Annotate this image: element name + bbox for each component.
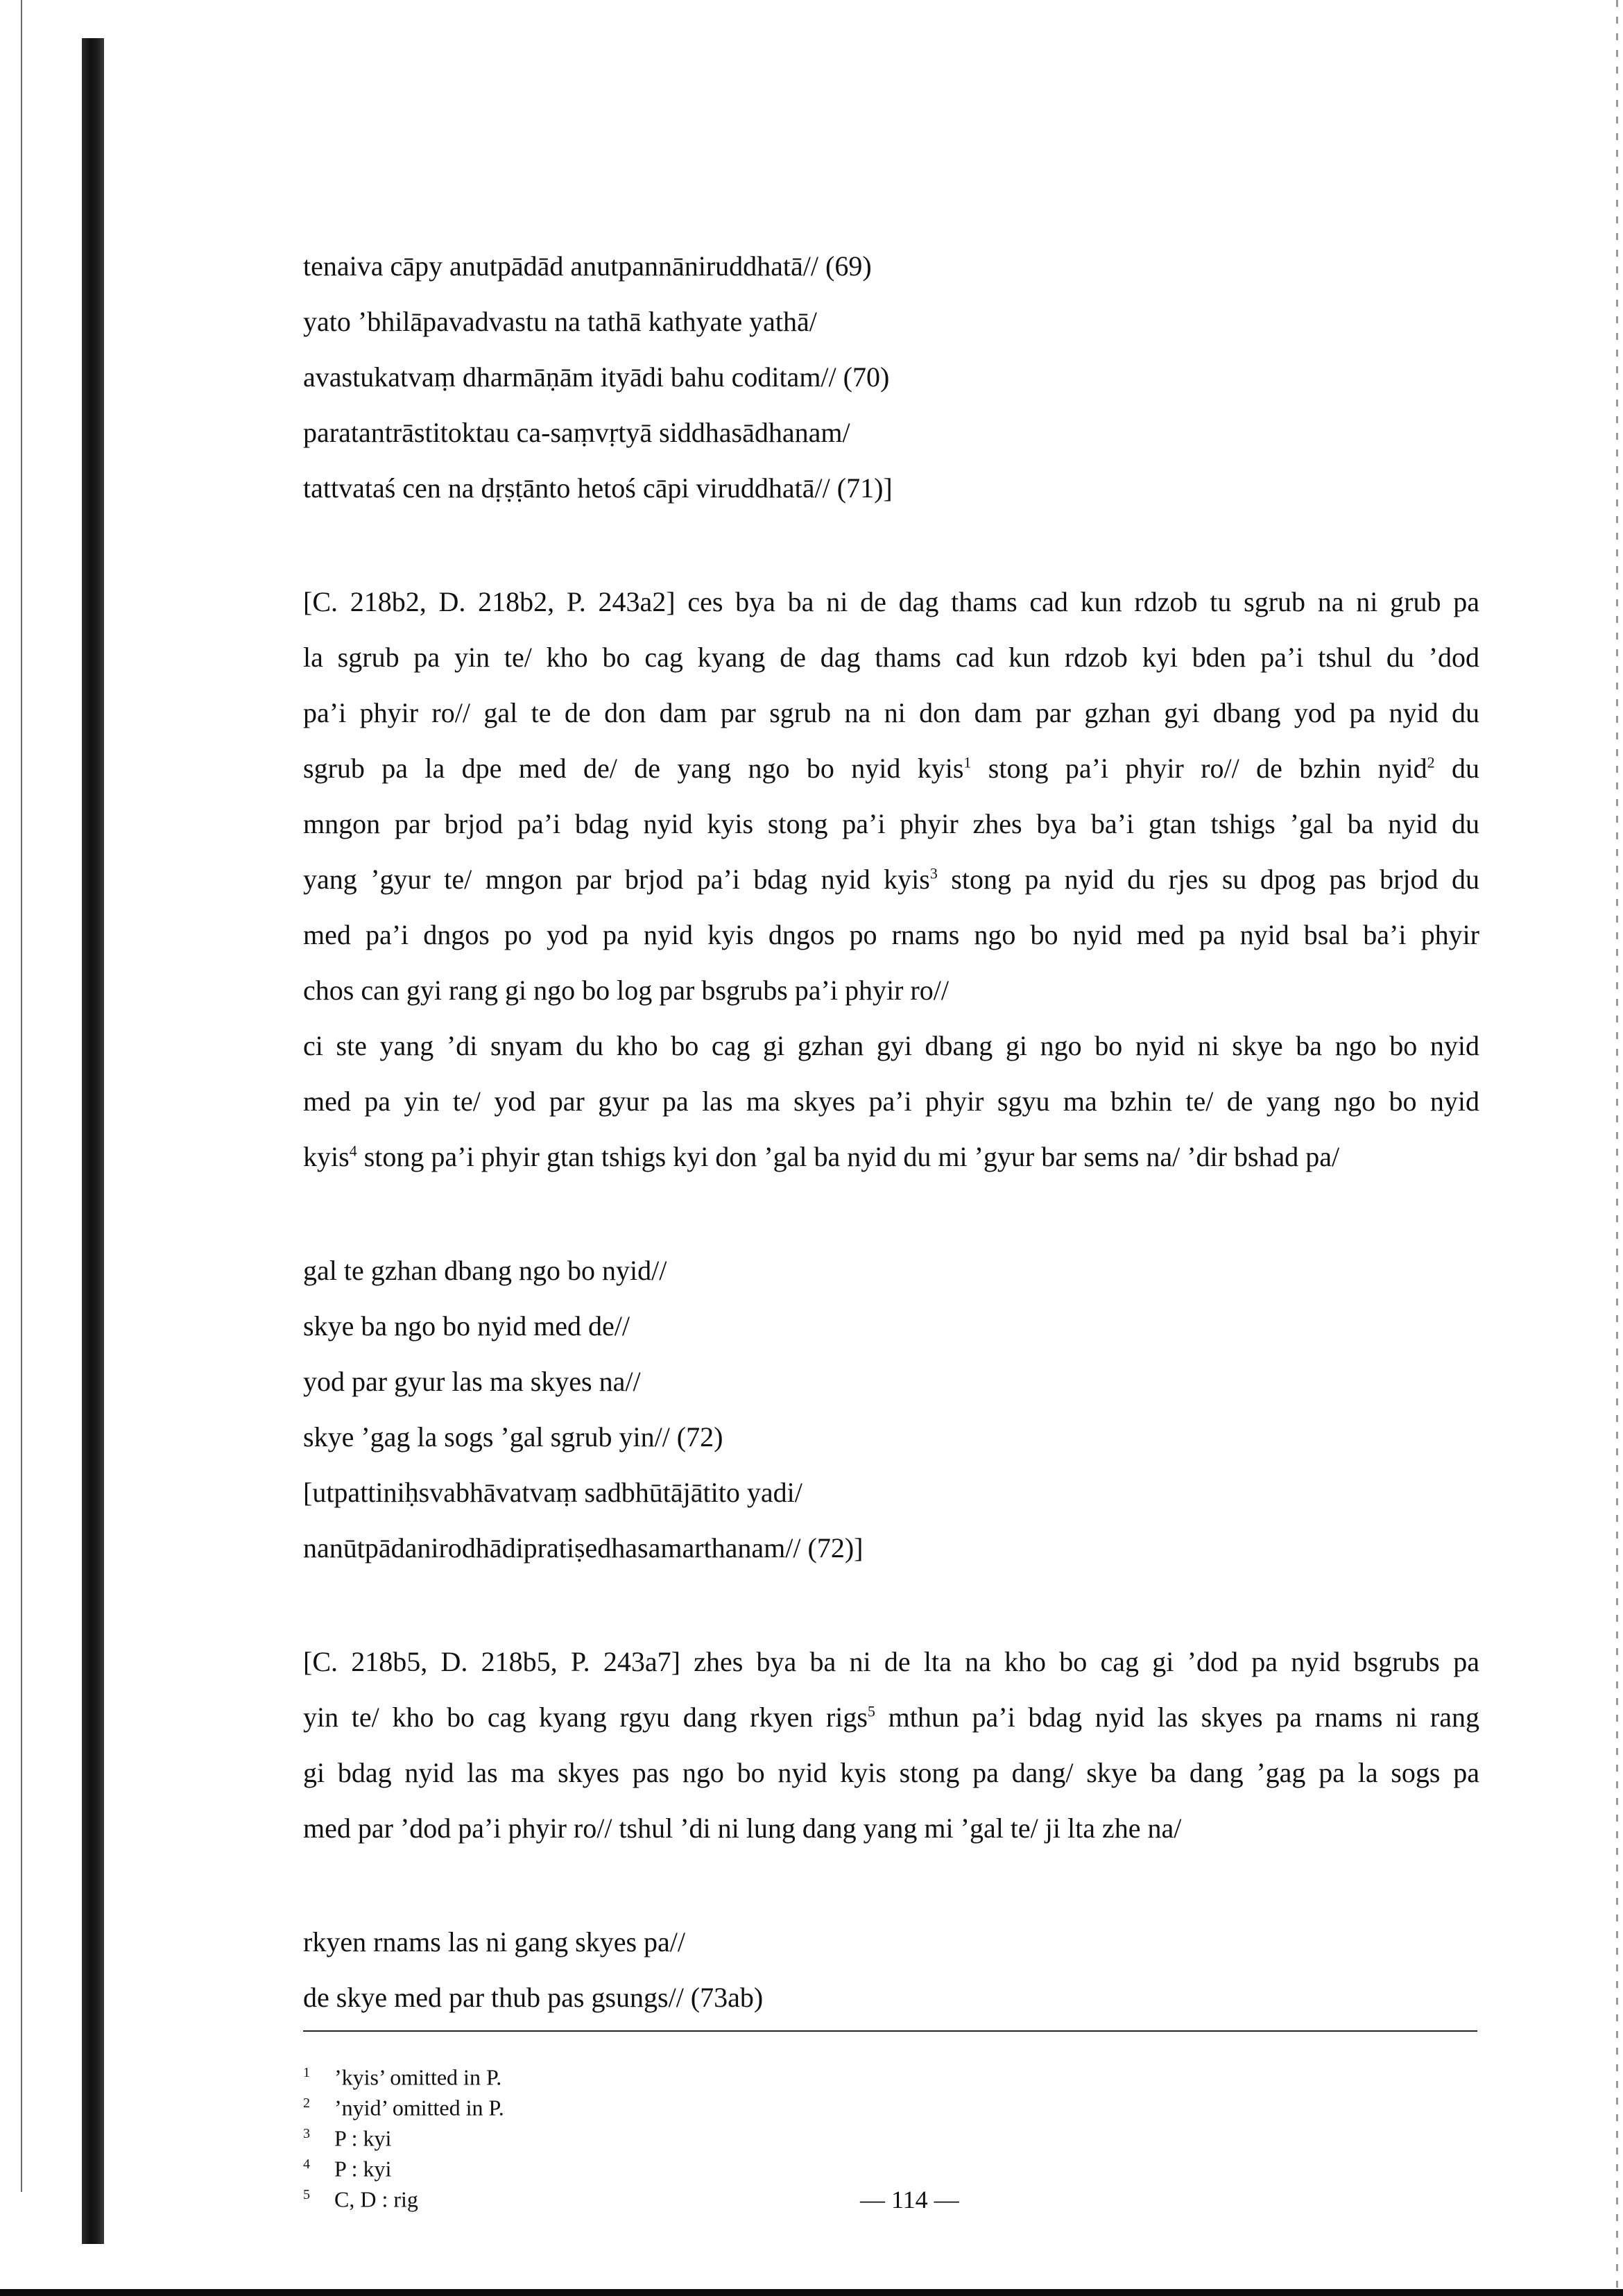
verse-line: avastukatvaṃ dharmāṇām ityādi bahu coditam// (70)	[303, 361, 890, 393]
body-line: chos can gyi rang gi ngo bo log par bsgrubs pa’i phyir ro//	[303, 975, 949, 1006]
footnote-divider	[303, 2030, 1477, 2032]
verse-line: [utpattiniḥsvabhāvatvaṃ sadbhūtājātito yadi/	[303, 1477, 802, 1508]
body-line: gi bdag nyid las ma skyes pas ngo bo nyid kyis stong pa dang/ skye ba dang ’gag pa la sogs pa	[303, 1757, 1479, 1788]
body-line: yin te/ kho bo cag kyang rgyu dang rkyen rigs$^5$ mthun pa’i bdag nyid las skyes pa rnams ni rang	[303, 1702, 1480, 1733]
body-line: med par ’dod pa’i phyir ro// tshul ’di ni lung dang yang mi ’gal te/ ji lta zhe na/	[303, 1813, 1182, 1844]
body-line: [C. 218b2, D. 218b2, P. 243a2] ces bya ba ni de dag thams cad kun rdzob tu sgrub na ni grub pa	[303, 586, 1479, 617]
body-line: mngon par brjod pa’i bdag nyid kyis stong pa’i phyir zhes bya ba’i gtan tshigs ’gal ba nyid du	[303, 808, 1479, 839]
footnote: 2 ’nyid’ omitted in P.	[303, 2095, 504, 2121]
scan-bottom-edge	[0, 2289, 1623, 2296]
verse-line: nanūtpādanirodhādipratiṣedhasamarthanam// (72)]	[303, 1532, 864, 1563]
body-line: kyis$^4$ stong pa’i phyir gtan tshigs kyi don ’gal ba nyid du mi ’gyur bar sems na/ ’dir bshad pa/	[303, 1141, 1340, 1172]
body-line: sgrub pa la dpe med de/ de yang ngo bo nyid kyis$^1$ stong pa’i phyir ro// de bzhin nyid$^2$ du	[303, 753, 1479, 784]
footnote-ref: 1	[963, 753, 972, 771]
scan-left-rule	[21, 0, 22, 2192]
verse-line: rkyen rnams las ni gang skyes pa//	[303, 1926, 685, 1957]
body-line: [C. 218b5, D. 218b5, P. 243a7] zhes bya ba ni de lta na kho bo cag gi ’dod pa nyid bsgrubs pa	[303, 1646, 1479, 1677]
verse-line: gal te gzhan dbang ngo bo nyid//	[303, 1255, 667, 1286]
footnote-ref: 3	[929, 864, 938, 882]
body-line: med pa’i dngos po yod pa nyid kyis dngos po rnams ngo bo nyid med pa nyid bsal ba’i phyir	[303, 919, 1479, 950]
verse-line: yod par gyur las ma skyes na//	[303, 1366, 641, 1397]
body-line: med pa yin te/ yod par gyur pa las ma skyes pa’i phyir sgyu ma bzhin te/ de yang ngo bo nyid	[303, 1086, 1479, 1117]
verse-line: skye ’gag la sogs ’gal sgrub yin// (72)	[303, 1421, 723, 1453]
page-number: — 114 —	[860, 2186, 959, 2213]
body-line: pa’i phyir ro// gal te de don dam par sgrub na ni don dam par gzhan gyi dbang yod pa nyid du	[303, 697, 1479, 728]
footnote-ref: 4	[349, 1142, 357, 1160]
footnote: 5 C, D : rig	[303, 2186, 418, 2212]
verse-line: paratantrāstitoktau ca-saṃvṛtyā siddhasādhanam/	[303, 417, 850, 448]
footnote: 3 P : kyi	[303, 2125, 392, 2151]
verse-line: tattvataś cen na dṛṣṭānto hetoś cāpi viruddhatā// (71)]	[303, 472, 893, 504]
verse-line: tenaiva cāpy anutpādād anutpannāniruddhatā// (69)	[303, 250, 872, 282]
body-line: la sgrub pa yin te/ kho bo cag kyang de dag thams cad kun rdzob kyi bden pa’i tshul du ’dod	[303, 642, 1479, 673]
verse-line: skye ba ngo bo nyid med de//	[303, 1310, 630, 1342]
scan-binding-shadow	[82, 38, 104, 2244]
body-line: yang ’gyur te/ mngon par brjod pa’i bdag nyid kyis$^3$ stong pa nyid du rjes su dpog pas brjod du	[303, 864, 1479, 895]
footnote-ref: 5	[867, 1702, 875, 1720]
footnote: 4 P : kyi	[303, 2156, 392, 2182]
footnote-ref: 2	[1427, 753, 1435, 771]
body-line: ci ste yang ’di snyam du kho bo cag gi gzhan gyi dbang gi ngo bo nyid ni skye ba ngo bo nyid	[303, 1030, 1479, 1061]
verse-line: yato ’bhilāpavadvastu na tathā kathyate yathā/	[303, 306, 817, 337]
verse-line: de skye med par thub pas gsungs// (73ab)	[303, 1982, 764, 2013]
footnote: 1 ’kyis’ omitted in P.	[303, 2064, 502, 2090]
scan-right-edge	[1616, 0, 1618, 2289]
